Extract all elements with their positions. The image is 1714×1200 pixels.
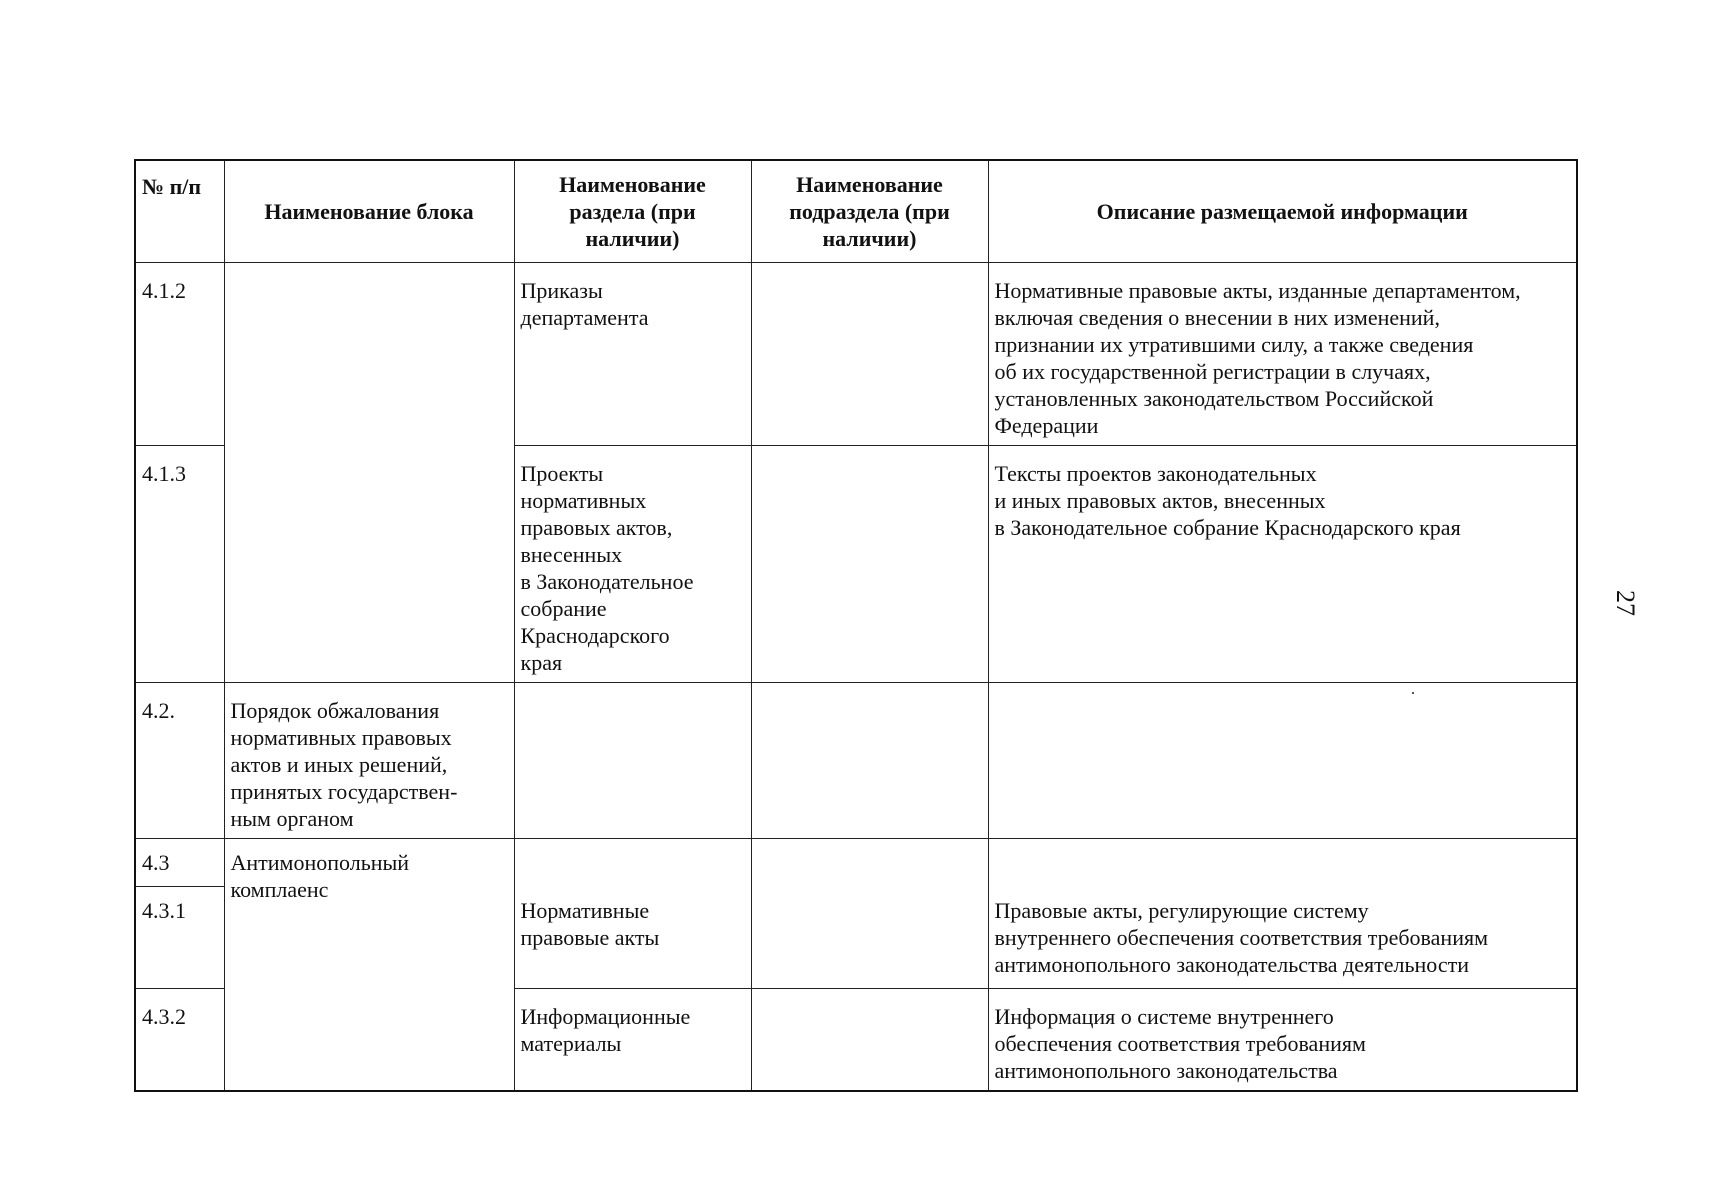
row-number: 4.3.1 <box>135 887 224 989</box>
row-number: 4.3 <box>135 839 224 887</box>
block-cell-empty <box>224 446 514 683</box>
page-number: 27 <box>1611 590 1640 616</box>
block-cell: Антимонопольный комплаенс <box>224 839 514 1092</box>
table-row <box>135 263 1577 446</box>
table-row <box>135 446 1577 683</box>
section-cell: Нормативные правовые акты <box>514 887 751 989</box>
row-number: 4.1.3 <box>135 446 224 683</box>
section-cell: Информационные материалы <box>514 989 751 1092</box>
header-number: № п/п <box>135 160 224 263</box>
section-cell: Проекты нормативных правовых актов, внесенных в Законодательное собрание Краснодарского края <box>514 446 751 683</box>
header-subsection-name: Наименование подраздела (при наличии) <box>751 160 988 263</box>
description-cell: Информация о системе внутреннего обеспечения соответствия требованиям антимонопольного законодательства <box>988 989 1577 1092</box>
description-cell <box>988 683 1577 839</box>
scan-speck <box>1412 692 1414 694</box>
header-section-name: Наименование раздела (при наличии) <box>514 160 751 263</box>
subsection-cell <box>751 989 988 1092</box>
description-cell: Нормативные правовые акты, изданные департаментом, включая сведения о внесении в них изменений, признании их утратившими силу, а также сведения об их государственной регистрации в случаях, установленных законодательством Российской Федерации <box>988 263 1577 446</box>
header-description: Описание размещаемой информации <box>988 160 1577 263</box>
subsection-cell <box>751 839 988 887</box>
description-cell <box>988 839 1577 887</box>
section-cell <box>514 839 751 887</box>
subsection-cell <box>751 446 988 683</box>
block-cell: Порядок обжалования нормативных правовых актов и иных решений, принятых государствен- ным органом <box>224 683 514 839</box>
description-cell: Правовые акты, регулирующие систему внутреннего обеспечения соответствия требованиям антимонопольного законодательства деятельности <box>988 887 1577 989</box>
section-cell <box>514 683 751 839</box>
row-number: 4.1.2 <box>135 263 224 446</box>
description-cell: Тексты проектов законодательных и иных правовых актов, внесенных в Законодательное собрание Краснодарского края <box>988 446 1577 683</box>
subsection-cell <box>751 263 988 446</box>
table-header-row <box>135 160 1577 263</box>
row-number: 4.2. <box>135 683 224 839</box>
table-row <box>135 839 1577 887</box>
info-table <box>134 159 1578 1092</box>
subsection-cell <box>751 887 988 989</box>
header-block-name: Наименование блока <box>224 160 514 263</box>
block-cell-empty <box>224 263 514 446</box>
row-number: 4.3.2 <box>135 989 224 1092</box>
subsection-cell <box>751 683 988 839</box>
section-cell: Приказы департамента <box>514 263 751 446</box>
table-row <box>135 683 1577 839</box>
